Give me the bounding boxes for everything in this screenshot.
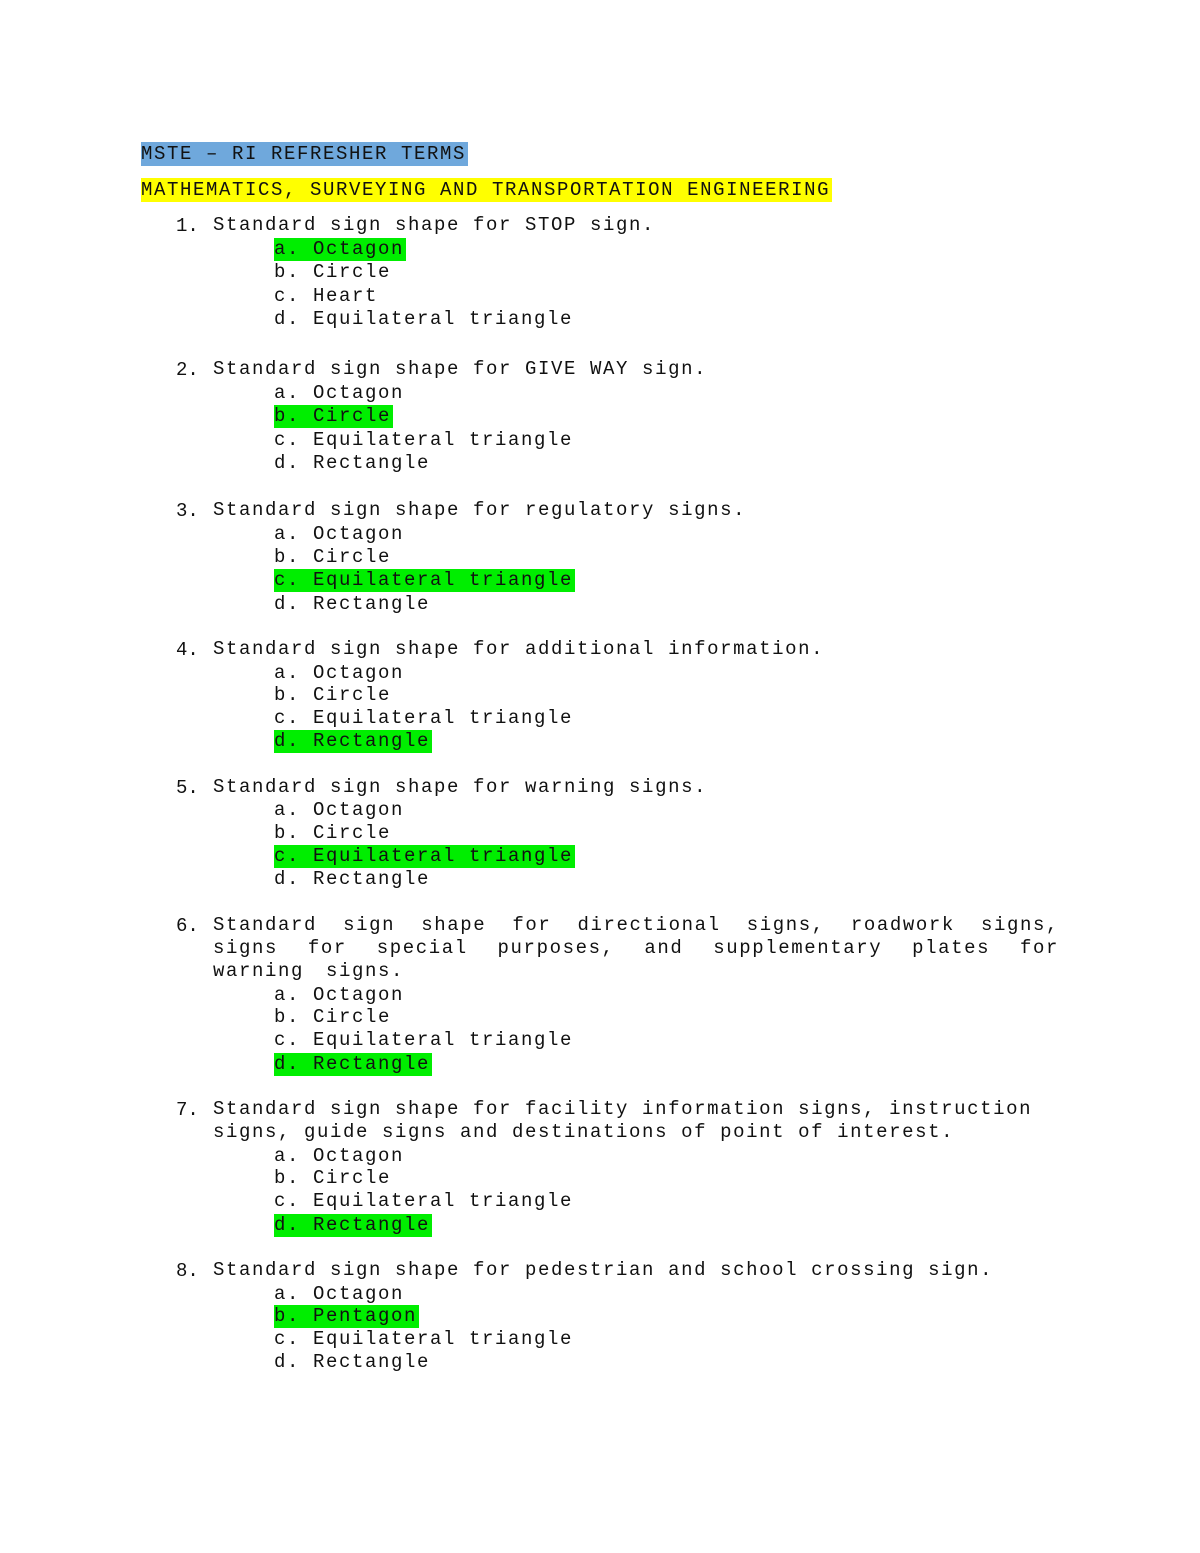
option-a-correct-answer: a. Octagon (274, 238, 405, 260)
option-a: a. Octagon (274, 382, 405, 404)
option-b: b. Circle (274, 261, 392, 283)
option-d-correct-answer: d. Rectangle (274, 730, 431, 752)
option-a: a. Octagon (274, 984, 405, 1006)
question-number: 1. (176, 215, 199, 237)
question-text: Standard sign shape for STOP sign. (213, 214, 656, 236)
option-c: c. Equilateral triangle (274, 1328, 574, 1350)
option-d: d. Rectangle (274, 593, 431, 615)
option-c-correct-answer: c. Equilateral triangle (274, 569, 574, 591)
document-title: MSTE – RI REFRESHER TERMS (141, 143, 467, 165)
question-number: 8. (176, 1260, 199, 1282)
option-b-correct-answer: b. Pentagon (274, 1305, 418, 1327)
question-text: Standard sign shape for facility information signs, instruction signs, guide signs and destinations of point of interest. (213, 1098, 1046, 1143)
question-text: Standard sign shape for GIVE WAY sign. (213, 358, 708, 380)
question-text: Standard sign shape for warning signs. (213, 776, 708, 798)
question-text: Standard sign shape for additional information. (213, 638, 825, 660)
option-d-correct-answer: d. Rectangle (274, 1053, 431, 1075)
option-a: a. Octagon (274, 799, 405, 821)
option-d: d. Rectangle (274, 1351, 431, 1373)
option-d: d. Rectangle (274, 868, 431, 890)
option-b: b. Circle (274, 1006, 392, 1028)
question-number: 6. (176, 915, 199, 937)
question-number: 3. (176, 500, 199, 522)
option-b: b. Circle (274, 684, 392, 706)
option-d: d. Equilateral triangle (274, 308, 574, 330)
option-a: a. Octagon (274, 523, 405, 545)
question-number: 2. (176, 359, 199, 381)
option-c: c. Equilateral triangle (274, 1029, 574, 1051)
option-d: d. Rectangle (274, 452, 431, 474)
option-d-correct-answer: d. Rectangle (274, 1214, 431, 1236)
question-number: 7. (176, 1099, 199, 1121)
question-text: Standard sign shape for pedestrian and school crossing sign. (213, 1259, 994, 1281)
option-b-correct-answer: b. Circle (274, 405, 392, 427)
question-text: Standard sign shape for directional signs, roadwork signs, signs for special purposes, and supplementary plates for warning signs. (213, 914, 1059, 982)
option-a: a. Octagon (274, 1145, 405, 1167)
option-b: b. Circle (274, 822, 392, 844)
option-c: c. Equilateral triangle (274, 1190, 574, 1212)
option-c-correct-answer: c. Equilateral triangle (274, 845, 574, 867)
document-subtitle: MATHEMATICS, SURVEYING AND TRANSPORTATION ENGINEERING (141, 179, 831, 201)
option-c: c. Heart (274, 285, 379, 307)
option-c: c. Equilateral triangle (274, 429, 574, 451)
option-a: a. Octagon (274, 662, 405, 684)
option-a: a. Octagon (274, 1283, 405, 1305)
question-text: Standard sign shape for regulatory signs. (213, 499, 747, 521)
option-c: c. Equilateral triangle (274, 707, 574, 729)
option-b: b. Circle (274, 1167, 392, 1189)
question-number: 5. (176, 777, 199, 799)
question-number: 4. (176, 639, 199, 661)
option-b: b. Circle (274, 546, 392, 568)
